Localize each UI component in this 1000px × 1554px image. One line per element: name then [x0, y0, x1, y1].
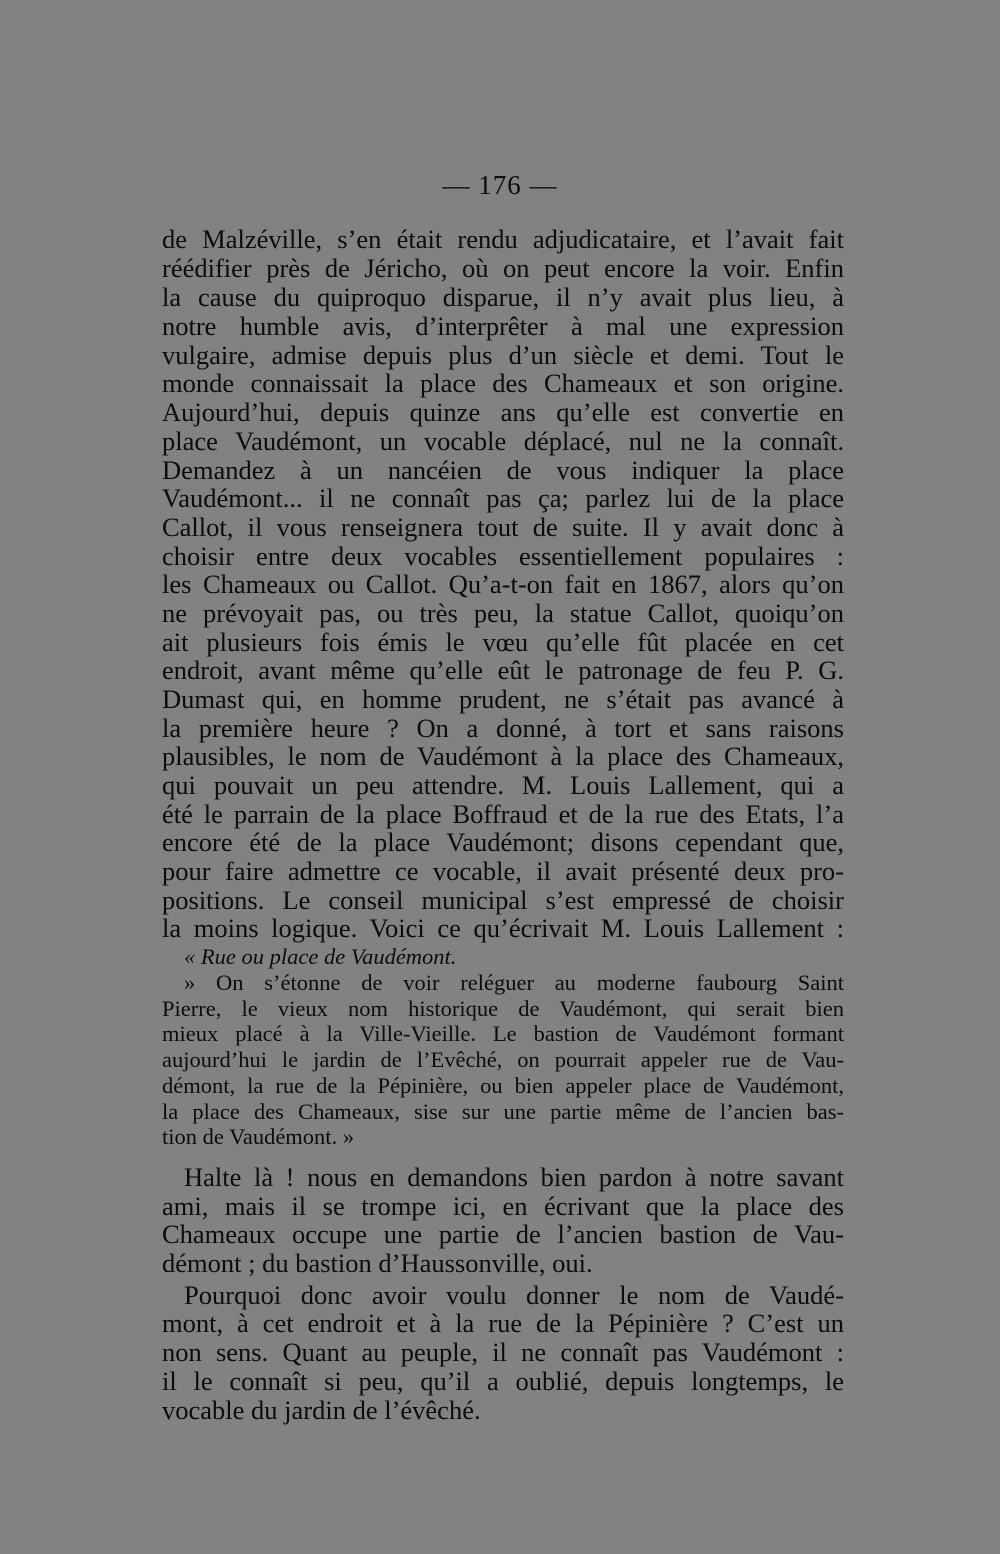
text-line: ami, mais il se trompe ici, en écrivant que la place des: [162, 1191, 844, 1221]
text-line: il le connaît si peu, qu’il a oublié, depuis longtemps, le: [162, 1366, 844, 1396]
text-line: la première heure ? On a donné, à tort et sans raisons: [162, 713, 844, 743]
quote-line: démont, la rue de la Pépinière, ou bien appeler place de Vaudémont,: [162, 1073, 844, 1098]
text-line: encore été de la place Vaudémont; disons cependant que,: [162, 827, 844, 857]
text-line: monde connaissait la place des Chameaux et son origine.: [162, 368, 844, 398]
page-number: — 176 —: [442, 170, 558, 200]
quote-line: Pierre, le vieux nom historique de Vaudémont, qui serait bien: [162, 996, 844, 1021]
text-line: Chameaux occupe une partie de l’ancien bastion de Vau-: [162, 1219, 844, 1249]
text-line: vocable du jardin de l’évêché.: [162, 1395, 481, 1425]
text-line: vulgaire, admise depuis plus d’un siècle et demi. Tout le: [162, 340, 844, 370]
text-line: été le parrain de la place Boffraud et de la rue des Etats, l’a: [162, 799, 844, 829]
text-line: plausibles, le nom de Vaudémont à la place des Chameaux,: [162, 741, 844, 771]
text-line: choisir entre deux vocables essentiellement populaires :: [162, 541, 844, 571]
text-line: notre humble avis, d’interprêter à mal une expression: [162, 311, 844, 341]
text-line: pour faire admettre ce vocable, il avait présenté deux pro-: [162, 856, 844, 886]
text-line: de Malzéville, s’en était rendu adjudicataire, et l’avait fait: [162, 224, 844, 254]
quote-line: la place des Chameaux, sise sur une partie même de l’ancien bas-: [162, 1099, 844, 1124]
text-line: Aujourd’hui, depuis quinze ans qu’elle est convertie en: [162, 397, 844, 427]
text-line: Vaudémont... il ne connaît pas ça; parlez lui de la place: [162, 483, 844, 513]
text-line: la moins logique. Voici ce qu’écrivait M. Louis Lallement :: [162, 913, 844, 943]
text-line: démont ; du bastion d’Haussonville, oui.: [162, 1248, 593, 1278]
text-line: Demandez à un nancéien de vous indiquer la place: [162, 455, 844, 485]
text-line: place Vaudémont, un vocable déplacé, nul ne la connaît.: [162, 426, 844, 456]
text-line: réédifier près de Jéricho, où on peut encore la voir. Enfin: [162, 253, 844, 283]
quote-line: « Rue ou place de Vaudémont.: [184, 944, 457, 969]
quote-line: aujourd’hui le jardin de l’Evêché, on pourrait appeler rue de Vau-: [162, 1047, 844, 1072]
text-line: mont, à cet endroit et à la rue de la Pépinière ? C’est un: [162, 1308, 844, 1338]
quote-line: tion de Vaudémont. »: [162, 1124, 355, 1149]
text-line: non sens. Quant au peuple, il ne connaît pas Vaudémont :: [162, 1337, 844, 1367]
text-line: positions. Le conseil municipal s’est empressé de choisir: [162, 885, 844, 915]
text-line: la cause du quiproquo disparue, il n’y avait plus lieu, à: [162, 282, 844, 312]
text-line: Pourquoi donc avoir voulu donner le nom de Vaudé-: [184, 1280, 844, 1310]
text-line: Halte là ! nous en demandons bien pardon à notre savant: [184, 1162, 844, 1192]
text-line: qui pouvait un peu attendre. M. Louis Lallement, qui a: [162, 770, 844, 800]
quote-line: » On s’étonne de voir reléguer au moderne faubourg Saint: [184, 970, 844, 995]
text-line: endroit, avant même qu’elle eût le patronage de feu P. G.: [162, 655, 844, 685]
quote-line: mieux placé à la Ville-Vieille. Le bastion de Vaudémont formant: [162, 1021, 844, 1046]
text-line: les Chameaux ou Callot. Qu’a-t-on fait en 1867, alors qu’on: [162, 569, 844, 599]
text-line: Dumast qui, en homme prudent, ne s’était pas avancé à: [162, 684, 844, 714]
text-line: ne prévoyait pas, ou très peu, la statue Callot, quoiqu’on: [162, 598, 844, 628]
text-line: ait plusieurs fois émis le vœu qu’elle fût placée en cet: [162, 627, 844, 657]
text-line: Callot, il vous renseignera tout de suite. Il y avait donc à: [162, 512, 844, 542]
